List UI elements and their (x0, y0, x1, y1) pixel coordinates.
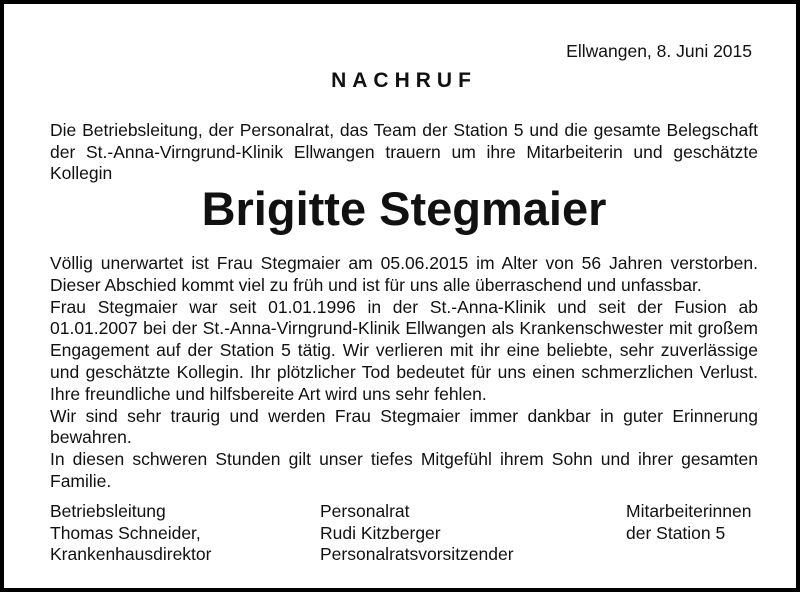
obituary-body (50, 253, 758, 493)
place-date: Ellwangen, 8. Juni 2015 (566, 41, 752, 61)
signature-line: Personalrat (320, 501, 410, 521)
deceased-name: Brigitte Stegmaier (201, 182, 607, 235)
signature-line: Thomas Schneider, (50, 522, 201, 543)
signature-line: der Station 5 (626, 522, 726, 543)
signature-line: Betriebsleitung (50, 501, 166, 521)
body-paragraph: In diesen schweren Stunden gilt unser tiefes Mitgefühl ihrem Sohn und ihrer gesamten Familie. (50, 449, 758, 491)
signature-line: Krankenhausdirektor (50, 544, 212, 564)
body-paragraph: Frau Stegmaier war seit 01.01.1996 in der St.-Anna-Klinik und seit der Fusion ab 01.01.2007 bei der St.-Anna-Virngrund-Klinik Ellwangen als Krankenschwester mit großem Engagement auf der Station 5 tätig. Wir verlieren mit ihr eine beliebte, sehr zuverlässige und geschätzte Kollegin. Ihr plötzlicher Tod bedeutet für uns einen schmerzlichen Verlust. Ihre freundliche und hilfsbereite Art wird uns sehr fehlen. (50, 296, 758, 404)
signature-line: Personalratsvorsitzender (320, 544, 514, 564)
intro-text: Die Betriebsleitung, der Personalrat, das Team der Station 5 und die gesamte Belegschaft der St.-Anna-Virngrund-Klinik Ellwangen trauern um ihre Mitarbeiterin und geschätzte Kollegin (50, 120, 758, 183)
signature-station-staff (626, 501, 751, 544)
signature-staff-council (320, 501, 514, 566)
signature-line: Mitarbeiterinnen (626, 501, 752, 521)
body-paragraph: Wir sind sehr traurig und werden Frau Stegmaier immer dankbar in guter Erinnerung bewahren. (50, 405, 758, 448)
signature-management (50, 501, 211, 566)
notice-heading: NACHRUF (331, 69, 477, 92)
signature-line: Rudi Kitzberger (320, 522, 441, 543)
body-paragraph: Völlig unerwartet ist Frau Stegmaier am 05.06.2015 im Alter von 56 Jahren verstorben. Dieser Abschied kommt viel zu früh und ist für uns alle überraschend und unfassbar. (50, 253, 758, 295)
